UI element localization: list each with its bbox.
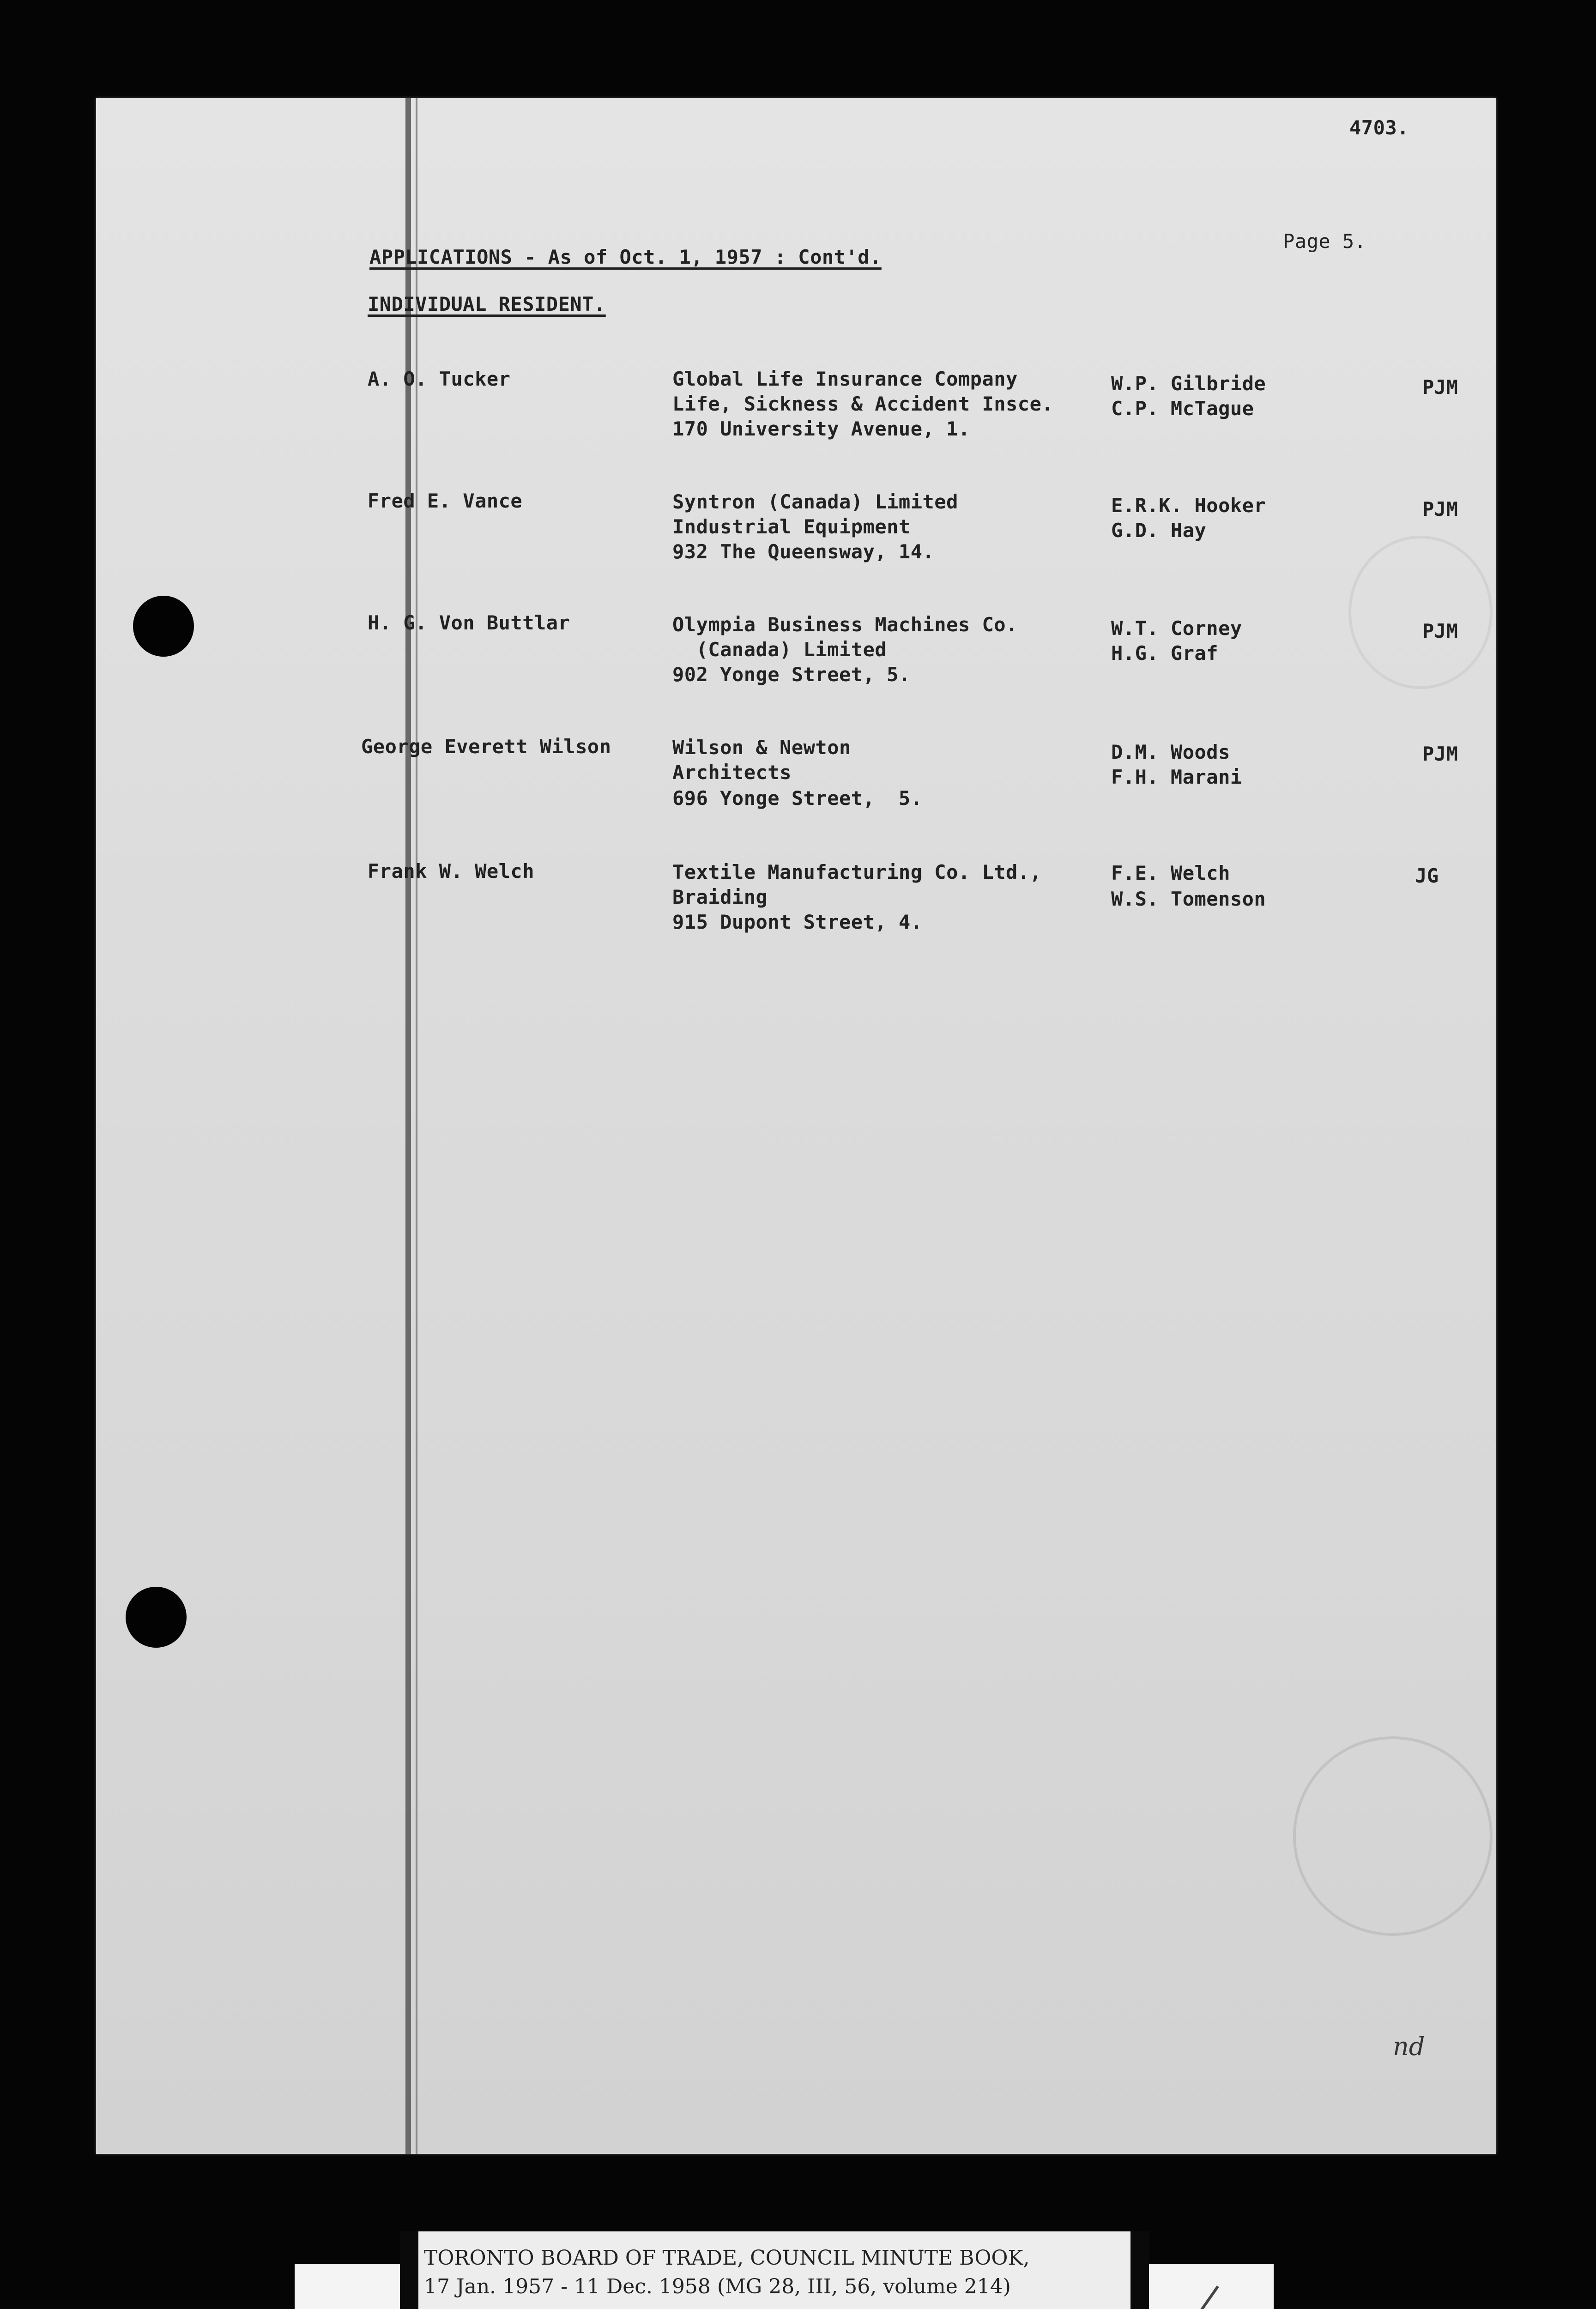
entry-company-line: Braiding: [672, 886, 768, 908]
entry-sponsor: F.H. Marani: [1111, 766, 1242, 788]
entry-sponsor: G.D. Hay: [1111, 519, 1207, 542]
archive-stamp: [1293, 1736, 1493, 1936]
entry-name: Fred E. Vance: [368, 490, 523, 512]
entry-sponsor: W.T. Corney: [1111, 617, 1242, 640]
handwritten-mark: nd: [1393, 2032, 1425, 2061]
entry-initials: PJM: [1422, 376, 1458, 399]
entry-initials: JG: [1415, 864, 1439, 887]
entry-company-line: Syntron (Canada) Limited: [672, 490, 958, 513]
entry-sponsor: D.M. Woods: [1111, 741, 1230, 763]
section-subtitle: INDIVIDUAL RESIDENT.: [368, 293, 606, 315]
section-title: APPLICATIONS - As of Oct. 1, 1957 : Cont'd.: [369, 246, 882, 268]
entry-address: 170 University Avenue, 1.: [672, 417, 970, 440]
punch-hole-top: [133, 596, 194, 657]
entry-company-line: Industrial Equipment: [672, 515, 911, 538]
entry-initials: PJM: [1422, 743, 1458, 765]
entry-company-line: (Canada) Limited: [672, 638, 887, 661]
entry-sponsor: H.G. Graf: [1111, 642, 1219, 665]
entry-sponsor: E.R.K. Hooker: [1111, 494, 1266, 517]
label-collection-title: TORONTO BOARD OF TRADE, COUNCIL MINUTE BOOK,: [424, 2246, 1030, 2270]
entry-initials: PJM: [1422, 498, 1458, 520]
entry-name: Frank W. Welch: [368, 860, 535, 882]
entry-company-line: Life, Sickness & Accident Insce.: [672, 393, 1054, 415]
entry-sponsor: W.S. Tomenson: [1111, 888, 1266, 910]
entry-address: 915 Dupont Street, 4.: [672, 911, 923, 933]
entry-address: 696 Yonge Street, 5.: [672, 787, 923, 810]
entry-company-line: Olympia Business Machines Co.: [672, 613, 1018, 636]
margin-rule: [405, 98, 411, 2154]
entry-sponsor: F.E. Welch: [1111, 862, 1230, 884]
entry-company-line: Architects: [672, 761, 792, 784]
entry-name: A. O. Tucker: [368, 368, 511, 390]
entry-company-line: Textile Manufacturing Co. Ltd.,: [672, 861, 1042, 883]
entry-company-line: Global Life Insurance Company: [672, 368, 1018, 390]
entry-sponsor: C.P. McTague: [1111, 397, 1254, 420]
entry-address: 902 Yonge Street, 5.: [672, 663, 911, 686]
entry-sponsor: W.P. Gilbride: [1111, 372, 1266, 395]
punch-hole-bottom: [126, 1587, 187, 1648]
entry-address: 932 The Queensway, 14.: [672, 540, 935, 563]
entry-initials: PJM: [1422, 620, 1458, 642]
entry-name: H. G. Von Buttlar: [368, 611, 570, 634]
folio-number: 4703.: [1349, 116, 1409, 139]
entry-name: George Everett Wilson: [361, 735, 611, 758]
margin-rule-shadow: [416, 98, 417, 2154]
page-number: Page 5.: [1283, 230, 1366, 253]
faint-stamp: [1348, 536, 1493, 689]
entry-company-line: Wilson & Newton: [672, 736, 851, 759]
label-collection-dates: 17 Jan. 1957 - 11 Dec. 1958 (MG 28, III, 56, volume 214): [424, 2275, 1011, 2298]
